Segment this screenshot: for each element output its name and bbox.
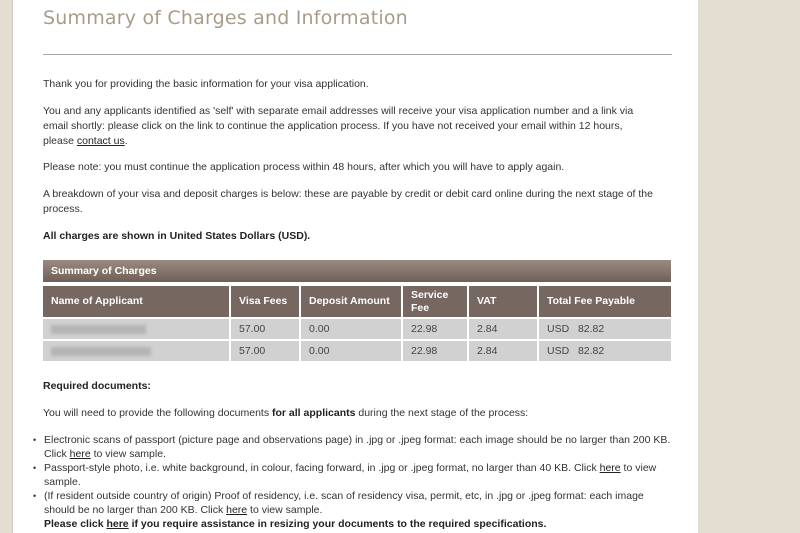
email-info-body: You and any applicants identified as 'self' with separate email addresses will receive your visa application number and a link via email shortly: please click on the link to continue the application process. If you have not received your email within 12 hours, please: [43, 105, 634, 147]
charges-table: [43, 286, 671, 361]
required-docs-heading: Required documents:: [43, 380, 151, 392]
doc-item-text: Electronic scans of passport (picture page and observations page) in .jpg or .jpeg format: each image should be no larger than 200 KB. Click: [44, 434, 671, 460]
doc-item-after: to view sample.: [247, 504, 323, 516]
total-currency: USD: [547, 323, 570, 335]
col-service-fee: Service Fee: [402, 286, 468, 318]
list-item: [33, 433, 673, 461]
resize-help-text: [33, 517, 673, 531]
title-divider: [43, 54, 672, 55]
applicant-name-redacted: [43, 340, 230, 361]
doc-item-text: (If resident outside country of origin) Proof of residency, i.e. scan of residency visa, permit, etc, in .jpg or .jpeg format: each image should be no larger than 200 KB. Click: [44, 490, 644, 516]
doc-item-after: to view sample.: [90, 448, 166, 460]
view-sample-link[interactable]: here: [599, 462, 621, 474]
col-name-of-applicant: Name of Applicant: [43, 286, 230, 318]
doc-item-after: to view sample.: [44, 462, 657, 488]
service-fee-cell: 22.98: [402, 340, 468, 361]
contact-us-link[interactable]: contact us: [76, 135, 125, 147]
visa-fee-cell: 57.00: [230, 318, 300, 340]
docs-intro-b: during the next stage of the process:: [355, 407, 529, 419]
email-info-end: .: [124, 135, 128, 147]
applicant-name-redacted: [43, 318, 230, 340]
total-cell: [538, 340, 671, 361]
view-sample-link[interactable]: here: [69, 448, 91, 460]
charges-summary-header: Summary of Charges: [43, 260, 671, 282]
deposit-cell: 0.00: [300, 340, 402, 361]
currency-note: All charges are shown in United States Dollars (USD).: [43, 230, 311, 242]
total-currency: USD: [547, 345, 570, 357]
total-amount: 82.82: [577, 345, 605, 357]
vat-cell: 2.84: [468, 340, 538, 361]
docs-intro-a: You will need to provide the following documents: [43, 407, 273, 419]
col-visa-fees: Visa Fees: [230, 286, 300, 318]
visa-fee-cell: 57.00: [230, 340, 300, 361]
content-panel: [12, 0, 698, 533]
list-item: [33, 461, 673, 489]
resize-b: if you require assistance in resizing your documents to the required specifications.: [128, 518, 547, 530]
required-docs-intro: [43, 406, 653, 421]
total-cell: [538, 318, 671, 340]
docs-intro-bold: for all applicants: [272, 407, 356, 419]
resize-help-link[interactable]: here: [106, 518, 129, 530]
col-vat: VAT: [468, 286, 538, 318]
email-info-text: [43, 104, 653, 149]
doc-item-text: Passport-style photo, i.e. white background, in colour, facing forward, in .jpg or .jpeg format, no larger than 40 KB. Click: [44, 462, 600, 474]
col-total-fee-payable: Total Fee Payable: [538, 286, 671, 318]
total-amount: 82.82: [577, 323, 605, 335]
page-title: Summary of Charges and Information: [43, 7, 408, 29]
redacted-name: [51, 325, 146, 334]
deadline-note: Please note: you must continue the application process within 48 hours, after which you will have to apply again.: [43, 161, 565, 173]
service-fee-cell: 22.98: [402, 318, 468, 340]
vat-cell: 2.84: [468, 318, 538, 340]
breakdown-text: A breakdown of your visa and deposit charges is below: these are payable by credit or debit card online during the next stage of the process.: [43, 188, 653, 215]
table-row: [43, 340, 671, 361]
deposit-cell: 0.00: [300, 318, 402, 340]
table-row: [43, 318, 671, 340]
resize-a: Please click: [44, 518, 107, 530]
list-item: [33, 489, 673, 517]
col-deposit-amount: Deposit Amount: [300, 286, 402, 318]
charges-table-header-row: [43, 286, 671, 318]
thanks-text: Thank you for providing the basic information for your visa application.: [43, 78, 369, 90]
redacted-name: [51, 347, 151, 356]
view-sample-link[interactable]: here: [226, 504, 248, 516]
required-docs-list: [33, 433, 673, 531]
